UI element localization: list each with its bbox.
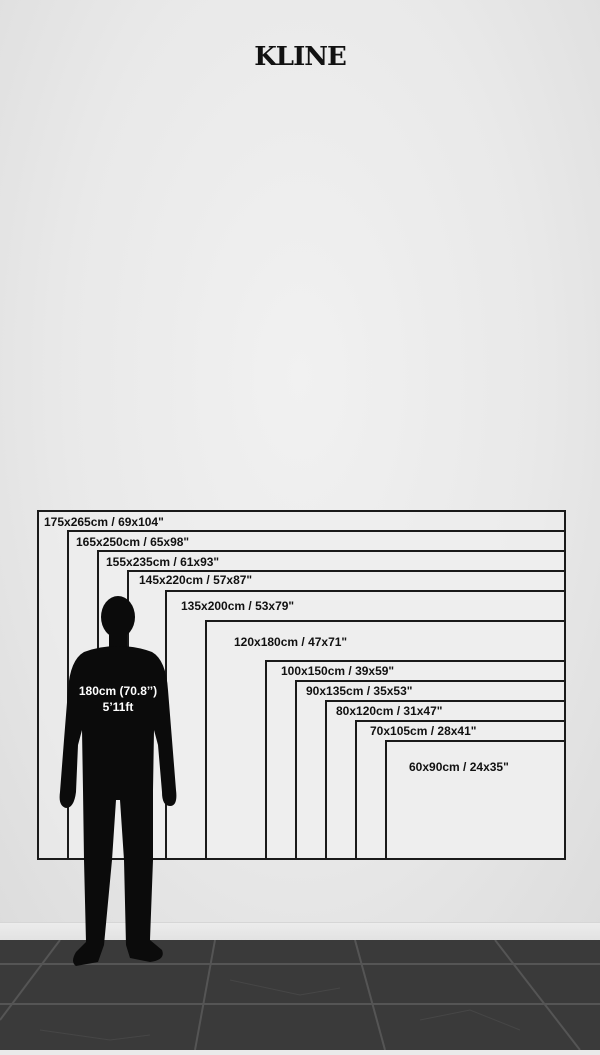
person-height-ft: 5’11ft bbox=[102, 700, 134, 714]
person-height-cm: 180cm (70.8’’) bbox=[78, 684, 158, 698]
size-label-90x135: 90x135cm / 35x53" bbox=[306, 684, 413, 698]
size-label-145x220: 145x220cm / 57x87" bbox=[139, 573, 253, 587]
size-label-135x200: 135x200cm / 53x79" bbox=[181, 599, 295, 613]
size-label-70x105: 70x105cm / 28x41" bbox=[370, 724, 477, 738]
size-label-165x250: 165x250cm / 65x98" bbox=[76, 535, 190, 549]
size-label-60x90: 60x90cm / 24x35" bbox=[409, 760, 509, 774]
size-label-175x265: 175x265cm / 69x104" bbox=[44, 515, 164, 529]
size-label-100x150: 100x150cm / 39x59" bbox=[281, 664, 395, 678]
size-label-155x235: 155x235cm / 61x93" bbox=[106, 555, 220, 569]
size-label-120x180: 120x180cm / 47x71" bbox=[234, 635, 348, 649]
size-label-80x120: 80x120cm / 31x47" bbox=[336, 704, 443, 718]
kline-logo: KLINE bbox=[254, 42, 346, 72]
